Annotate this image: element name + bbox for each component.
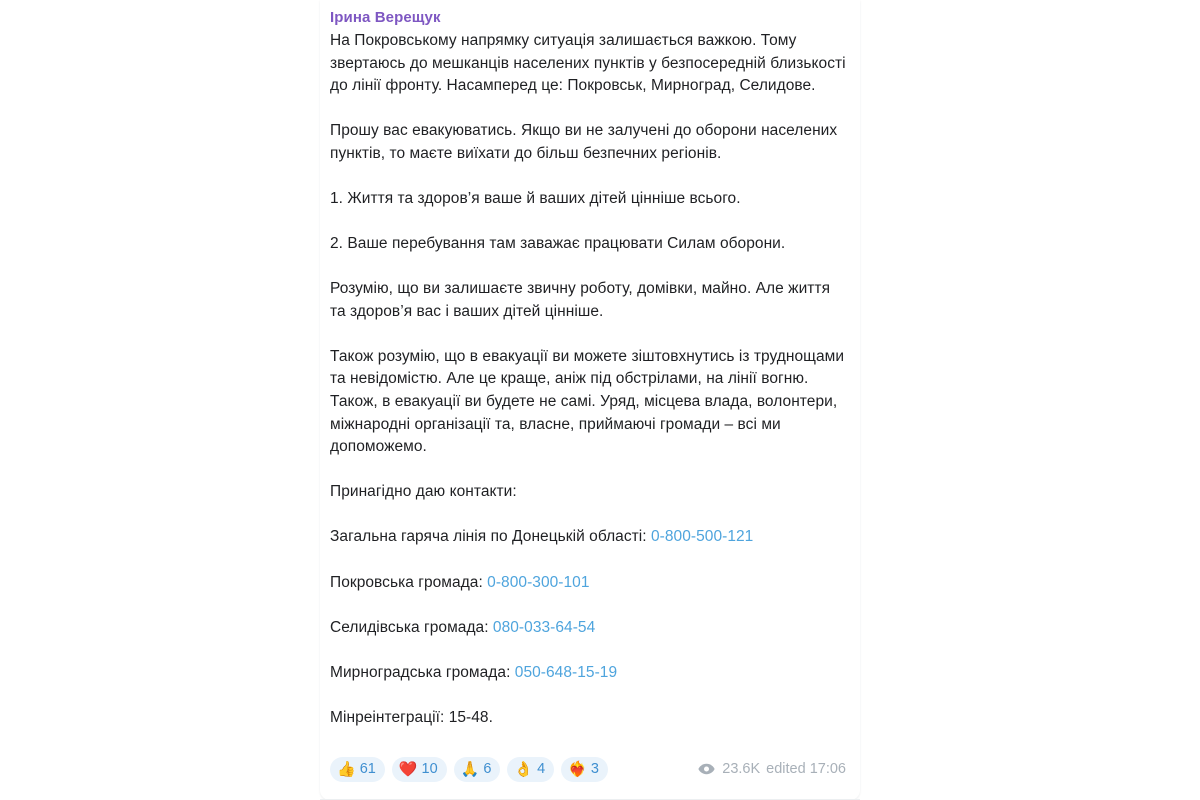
contact-label: Загальна гаряча лінія по Донецькій області: <box>330 528 651 546</box>
reaction-count: 6 <box>483 761 492 778</box>
ok-hand-emoji: 👌 <box>514 760 534 778</box>
red-heart-emoji: ❤️ <box>398 760 418 778</box>
message-paragraph: Прошу вас евакуюватись. Якщо ви не залучені до оборони населених пунктів, то маєте виїхати до більш безпечних регіонів. <box>330 122 838 162</box>
message-paragraph: На Покровському напрямку ситуація залишається важкою. Тому звертаюсь до мешканців населених пунктів у безпосередній близькості до лінії фронту. Насамперед це: Покровськ, Мирноград, Селидове. <box>330 32 846 95</box>
contact-label: Покровська громада: <box>330 573 488 591</box>
message-footer <box>320 754 860 800</box>
reaction-pill[interactable] <box>330 757 385 782</box>
message-paragraph: Мінреінтеграції: 15-48. <box>330 708 493 726</box>
reaction-pill[interactable] <box>454 757 501 782</box>
phone-number-link[interactable]: 0-800-300-101 <box>487 573 590 591</box>
contact-line <box>330 526 846 549</box>
message-paragraph: 2. Ваше перебування там заважає працювати Силам оборони. <box>330 235 786 253</box>
edited-timestamp: edited 17:06 <box>766 761 846 777</box>
contact-label: Мирноградська громада: <box>330 663 515 681</box>
reaction-count: 3 <box>590 761 599 778</box>
reaction-count: 61 <box>359 761 376 778</box>
contact-line <box>330 662 846 685</box>
message-author-name[interactable]: Ірина Верещук <box>330 9 441 26</box>
message-content <box>320 0 860 729</box>
message-paragraph: Розумію, що ви залишаєте звичну роботу, домівки, майно. Але життя та здоров’я вас і ваших дітей цінніше. <box>330 280 831 320</box>
contact-label: Селидівська громада: <box>330 618 493 636</box>
message-paragraph: Принагідно даю контакти: <box>330 483 517 501</box>
phone-number-link[interactable]: 080-033-64-54 <box>492 618 596 636</box>
reaction-pill[interactable] <box>507 757 554 782</box>
reaction-pill[interactable] <box>561 757 608 782</box>
reaction-count: 10 <box>421 761 438 778</box>
contact-line <box>330 617 846 640</box>
message-body <box>330 30 846 729</box>
views-count: 23.6K <box>722 761 761 777</box>
thumbs-up-emoji: 👍 <box>337 760 356 778</box>
contact-line <box>330 572 846 595</box>
views-eye-icon <box>698 763 715 775</box>
reaction-count: 4 <box>537 761 546 778</box>
heart-on-fire-emoji: ❤️‍🔥 <box>568 760 587 778</box>
phone-number-link[interactable]: 0-800-500-121 <box>651 528 754 546</box>
message-paragraph: 1. Життя та здоров’я ваше й ваших дітей цінніше всього. <box>330 189 741 207</box>
message-bubble <box>320 0 860 800</box>
message-paragraph: Також розумію, що в евакуації ви можете зіштовхнутись із труднощами та невідомістю. Але це краще, аніж під обстрілами, на лінії вогню. Також, в евакуації ви будете не самі. Уряд, місцева влада, волонтери, міжнародні організації та, власне, приймаючі громади – всі ми допоможемо. <box>330 347 845 456</box>
phone-number-link[interactable]: 050-648-15-19 <box>514 663 618 681</box>
message-meta <box>698 754 846 777</box>
reaction-pill[interactable] <box>392 757 447 782</box>
reaction-bar <box>330 754 608 782</box>
folded-hands-emoji: 🙏 <box>460 760 480 778</box>
